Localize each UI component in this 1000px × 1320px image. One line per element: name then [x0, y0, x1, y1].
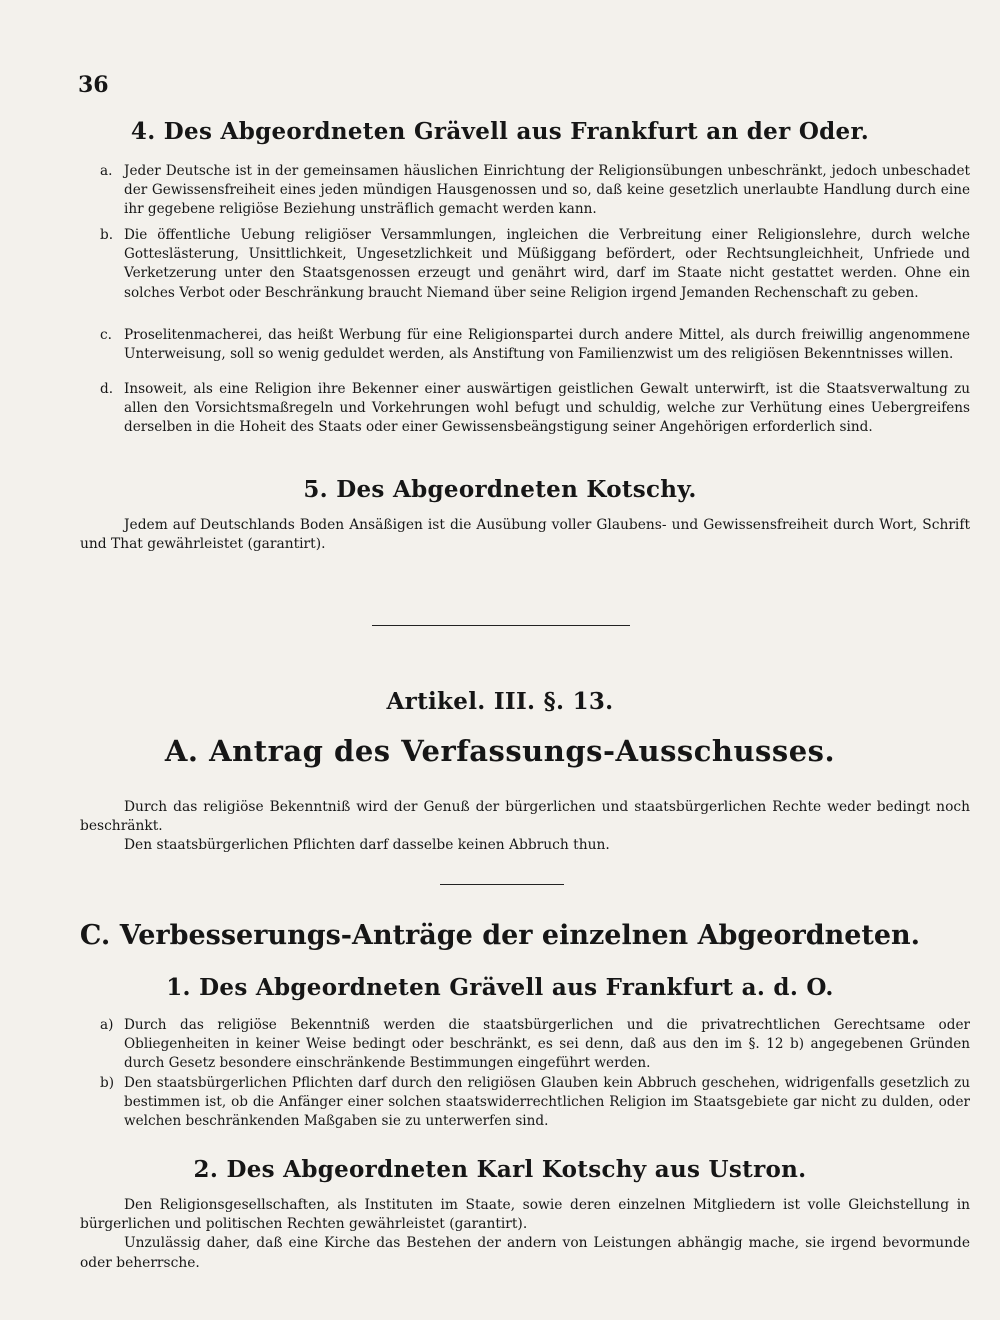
- amendment-1-heading: 1. Des Abgeordneten Grävell aus Frankfurt a. d. O.: [166, 974, 834, 1001]
- committee-proposal-text: [80, 798, 970, 856]
- item-text: Insoweit, als eine Religion ihre Bekenner einer auswärtigen geistlichen Gewalt unterwirft, ist die Staatsverwaltung zu allen den Vorsichtsmaßregeln und Vorkehrungen wohl befugt und schuldig, welche zur Verhütung eines Uebergreifens derselben in die Hoheit des Staats oder einer Gewissensbeängstigung seiner Angehörigen erforderlich sind.: [124, 381, 970, 436]
- item-label: d.: [100, 381, 114, 397]
- amendment-1-item-a: [80, 1016, 970, 1074]
- section-4-item-d: [80, 380, 970, 438]
- item-text: Den staatsbürgerlichen Pflichten darf durch den religiösen Glauben kein Abbruch geschehen, widrigenfalls gesetzlich zu bestimmen ist, ob die Anfänger einer solchen staatswiderrechtlichen Religion im Staatsgebiete gar nicht zu dulden, oder welchen beschränkenden Maßgaben sie zu unterwerfen sind.: [124, 1075, 970, 1130]
- divider-rule: [440, 884, 564, 885]
- item-label: a.: [100, 163, 113, 179]
- item-text: Jeder Deutsche ist in der gemeinsamen häuslichen Einrichtung der Religionsübungen unbeschränkt, jedoch unbeschadet der Gewissensfreiheit eines jeden mündigen Hausgenossen und so, daß keine gesetzlich unerlaubte Handlung durch eine ihr gegebene religiöse Beziehung unsträflich gemacht werden kann.: [124, 163, 970, 218]
- amendments-heading: C. Verbesserungs-Anträge der einzelnen Abgeordneten.: [79, 920, 921, 951]
- item-label: c.: [100, 327, 112, 343]
- paragraph-text: Den Religionsgesellschaften, als Instituten im Staate, sowie deren einzelnen Mitgliedern ist volle Gleichstellung in bürgerlichen und politischen Rechten gewährleistet (garantirt).: [80, 1197, 970, 1233]
- item-text: Die öffentliche Uebung religiöser Versammlungen, ingleichen die Verbreitung einer Religionslehre, durch welche Gotteslästerung, Unsittlichkeit, Ungesetzlichkeit und Müßiggang befördert, oder Rechtsungleichheit, Unfriede und Verketzerung unter den Staatsgenossen erzeugt und genährt wird, darf im Staate nicht gestattet werden. Ohne ein solches Verbot oder Beschränkung braucht Niemand über seine Religion irgend Jemanden Rechenschaft zu geben.: [124, 227, 970, 301]
- paragraph-text: Unzulässig daher, daß eine Kirche das Bestehen der andern von Leistungen abhängig mache, sie irgend bevormunde oder beherrsche.: [80, 1235, 970, 1271]
- divider-rule: [372, 625, 630, 626]
- paragraph-text: Den staatsbürgerlichen Pflichten darf dasselbe keinen Abbruch thun.: [124, 837, 610, 854]
- item-text: Durch das religiöse Bekenntniß werden die staatsbürgerlichen und die privatrechtlichen Gerechtsame oder Obliegenheiten in keiner Weise bedingt oder beschränkt, es sei denn, daß aus den im §. 12 b) angegebenen Gründen durch Gesetz besondere einschränkende Bestimmungen eingeführt werden.: [124, 1017, 970, 1072]
- section-4-item-c: [80, 326, 970, 364]
- article-heading: Artikel. III. §. 13.: [386, 688, 614, 715]
- page-number: 36: [78, 72, 109, 98]
- section-5-heading: 5. Des Abgeordneten Kotschy.: [303, 476, 697, 503]
- section-4-item-a: [80, 162, 970, 220]
- paragraph-text: Durch das religiöse Bekenntniß wird der Genuß der bürgerlichen und staatsbürgerlichen Rechte weder bedingt noch beschränkt.: [80, 799, 970, 835]
- item-text: Proselitenmacherei, das heißt Werbung für eine Religionspartei durch andere Mittel, als durch freiwillig angenommene Unterweisung, soll so wenig geduldet werden, als Anstiftung von Familienzwist um des religiösen Bekenntnisses willen.: [124, 327, 970, 363]
- committee-proposal-heading: A. Antrag des Verfassungs-Ausschusses.: [164, 734, 836, 768]
- item-label: b.: [100, 227, 114, 243]
- section-4-item-b: [80, 226, 970, 303]
- amendment-2-heading: 2. Des Abgeordneten Karl Kotschy aus Ustron.: [193, 1156, 807, 1183]
- section-4-heading: 4. Des Abgeordneten Grävell aus Frankfurt an der Oder.: [130, 118, 870, 145]
- item-label: a): [100, 1017, 114, 1033]
- section-5-text: [80, 516, 970, 554]
- amendment-2-text: [80, 1196, 970, 1273]
- amendment-1-item-b: [80, 1074, 970, 1132]
- paragraph-text: Jedem auf Deutschlands Boden Ansäßigen ist die Ausübung voller Glaubens- und Gewissensfreiheit durch Wort, Schrift und That gewährleistet (garantirt).: [80, 517, 970, 553]
- item-label: b): [100, 1075, 115, 1091]
